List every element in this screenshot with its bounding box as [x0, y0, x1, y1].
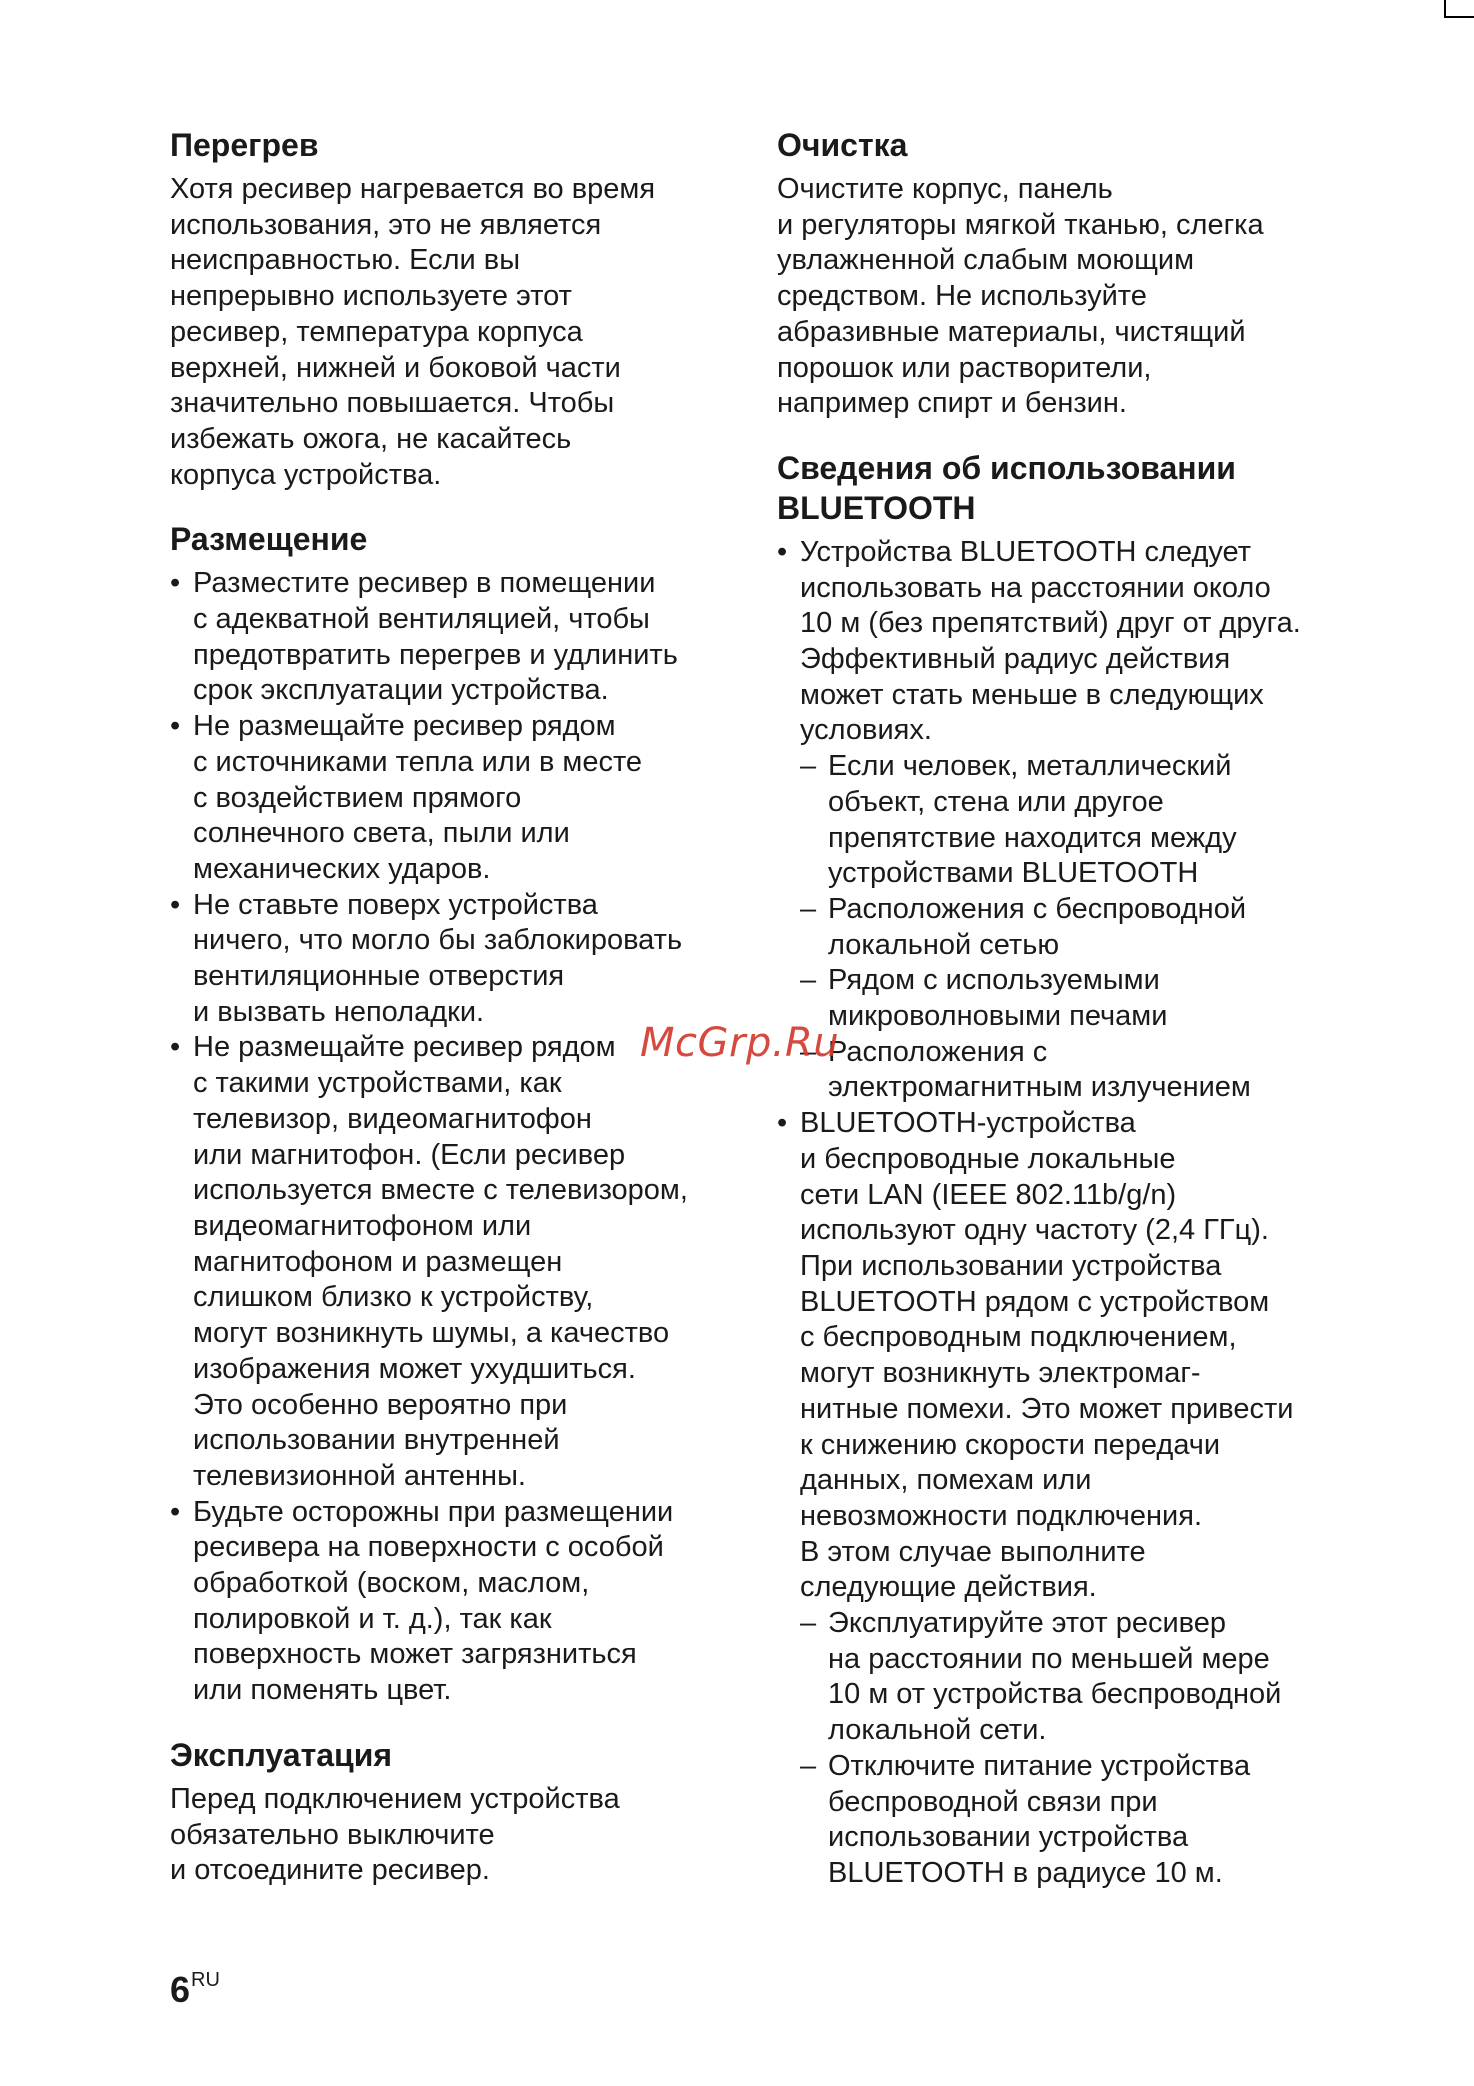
list-item: • Будьте осторожны при размещении ресивера на поверхности с особой обработкой (воском, маслом, полировкой и т. д.), так как поверхность может загрязниться или поменять цвет. [170, 1495, 740, 1709]
section-bluetooth [777, 448, 1337, 1892]
page-language: RU [191, 1969, 220, 1991]
list-item: • Не размещайте ресивер рядом с такими устройствами, как телевизор, видеомагнитофон или магнитофон. (Если ресивер используется вместе с телевизором, видеомагнитофоном или магнитофоном и размещен слишком близко к устройству, могут возникнуть шумы, а качество изображения может ухудшиться. Это особенно вероятно при использовании внутренней телевизионной антенны. [170, 1030, 740, 1494]
list-item [777, 1106, 1337, 1891]
sub-list-item: – Эксплуатируйте этот ресивер на расстоянии по меньшей мере 10 м от устройства беспроводной локальной сети. [800, 1606, 1337, 1749]
bluetooth-sublist [800, 749, 1337, 1106]
sub-list-item: – Расположения с беспроводной локальной сетью [800, 892, 1337, 963]
heading-cleaning: Очистка [777, 127, 908, 163]
overheat-text: Хотя ресивер нагревается во время использования, это не является неисправностью. Если вы непрерывно используете этот ресивер, температура корпуса верхней, нижней и боковой части значительно повышается. Чтобы избежать ожога, не касайтесь корпуса устройства. [170, 173, 656, 491]
bluetooth-list [777, 535, 1337, 1892]
list-item: • Не размещайте ресивер рядом с источниками тепла или в месте с воздействием прямого солнечного света, пыли или механических ударов. [170, 709, 740, 888]
bluetooth-sublist [800, 1606, 1337, 1892]
list-item: • Не ставьте поверх устройства ничего, что могло бы заблокировать вентиляционные отверстия и вызвать неполадки. [170, 888, 740, 1031]
cleaning-text: Очистите корпус, панель и регуляторы мягкой тканью, слегка увлажненной слабым моющим средством. Не используйте абразивные материалы, чистящий порошок или растворители, например спирт и бензин. [777, 173, 1264, 420]
sub-list-item: – Отключите питание устройства беспроводной связи при использовании устройства BLUETOOTH в радиусе 10 м. [800, 1749, 1337, 1892]
heading-overheat: Перегрев [170, 127, 319, 163]
list-item [777, 535, 1337, 1106]
bluetooth-item-text: • BLUETOOTH-устройства и беспроводные локальные сети LAN (IEEE 802.11b/g/n) используют одну частоту (2,4 ГГц). При использовании устройства BLUETOOTH рядом с устройством с беспроводным подключением, могут возникнуть электромаг- нитные помехи. Это может привести к снижению скорости передачи данных, помехам или невозможности подключения. В этом случае выполните следующие действия. [800, 1107, 1294, 1604]
section-cleaning [777, 125, 1337, 422]
crop-mark-top-right-h [1446, 16, 1474, 18]
list-item: • Разместите ресивер в помещении с адекватной вентиляцией, чтобы предотвратить перегрев и удлинить срок эксплуатации устройства. [170, 566, 740, 709]
heading-bluetooth: Сведения об использовании BLUETOOTH [777, 449, 1236, 526]
sub-list-item: – Рядом с используемыми микроволновыми печами [800, 963, 1337, 1034]
left-column [170, 125, 740, 1915]
page-number [170, 1960, 220, 2010]
section-placement [170, 519, 740, 1709]
section-overheat [170, 125, 740, 493]
bluetooth-item-text: • Устройства BLUETOOTH следует использовать на расстоянии около 10 м (без препятствий) друг от друга. Эффективный радиус действия может стать меньше в следующих условиях. [800, 535, 1301, 747]
page-number-value: 6 [170, 1969, 191, 2010]
placement-list [170, 566, 740, 1709]
heading-placement: Размещение [170, 521, 368, 558]
operation-text: Перед подключением устройства обязательно выключите и отсоедините ресивер. [170, 1782, 620, 1887]
right-column [777, 125, 1337, 1918]
section-operation [170, 1735, 740, 1889]
watermark: McGrp.Ru [640, 1020, 840, 1066]
sub-list-item: – Расположения с электромагнитным излучением [800, 1035, 1337, 1106]
sub-list-item: – Если человек, металлический объект, стена или другое препятствие находится между устройствами BLUETOOTH [800, 749, 1337, 892]
heading-operation: Эксплуатация [170, 1736, 393, 1773]
